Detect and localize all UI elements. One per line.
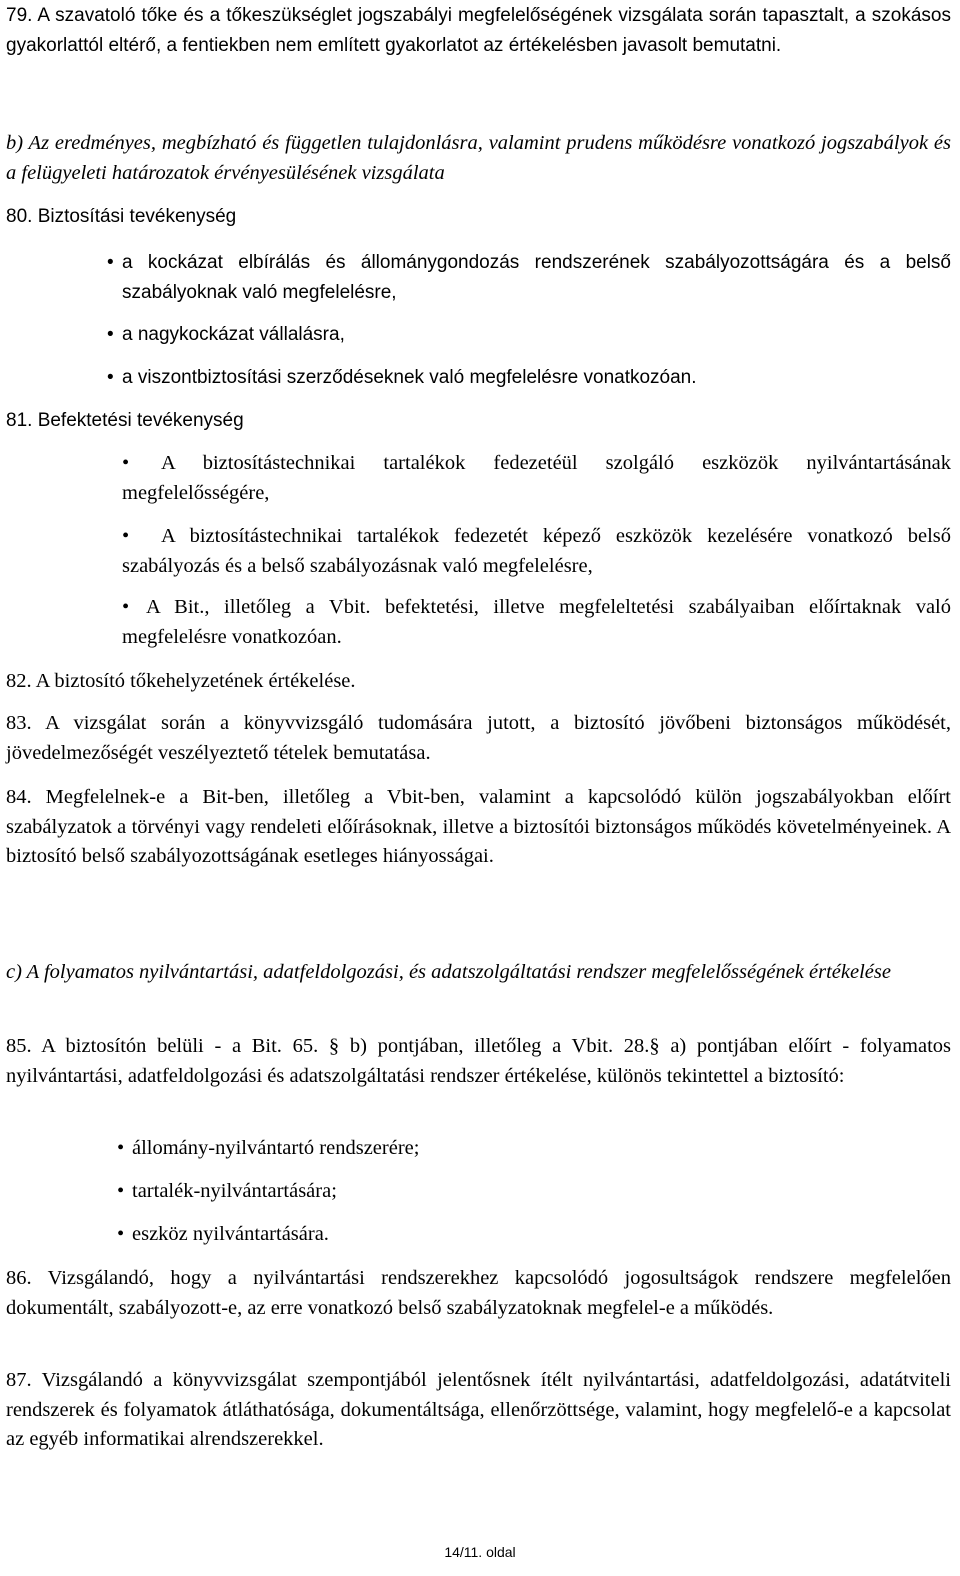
- list-item: [122, 320, 951, 350]
- bullet-icon: [107, 363, 114, 393]
- list-item: [132, 1220, 951, 1250]
- list-item-text: A biztosítástechnikai tartalékok fedezetét képező eszközök kezelésére vonatkozó belső szabályozás és a belső szabályozásnak való megfelelésre,: [122, 525, 951, 577]
- paragraph-79: 79. A szavatoló tőke és a tőkeszükséglet jogszabályi megfelelőségének vizsgálata során tapasztalt, a szokásos gyakorlattól eltérő, a fentiekben nem említett gyakorlatot az értékelésben javasolt bemutatni.: [6, 5, 951, 56]
- list-item-text: tartalék-nyilvántartására;: [132, 1180, 337, 1202]
- list-item: [122, 522, 951, 581]
- list-item: [132, 1177, 951, 1207]
- page-number: 14/11. oldal: [444, 1544, 516, 1560]
- bullet-icon: [107, 320, 114, 350]
- paragraph-87: 87. Vizsgálandó a könyvvizsgálat szempontjából jelentősnek ítélt nyilvántartási, adatfeldolgozási, adatátviteli rendszerek és folyamatok átláthatósága, dokumentáltsága, ellenőrzöttsége, valamint, hogy megfelelő-e a kapcsolat az egyéb informatikai alrendszerekkel.: [6, 1369, 951, 1450]
- paragraph-81-title: 81. Befektetési tevékenység: [6, 410, 244, 431]
- paragraph-85: 85. A biztosítón belüli - a Bit. 65. § b) pontjában, illetőleg a Vbit. 28.§ a) pontjában előírt - folyamatos nyilvántartási, adatfeldolgozási és adatszolgáltatási rendszer értékelése, különös tekintettel a biztosító:: [6, 1035, 951, 1087]
- bullet-icon: [122, 593, 129, 623]
- list-item: [122, 248, 951, 307]
- list-item: [122, 363, 951, 393]
- paragraph-86: 86. Vizsgálandó, hogy a nyilvántartási rendszerekhez kapcsolódó jogosultságok rendszere megfelelően dokumentált, szabályozott-e, az erre vonatkozó belső szabályzatoknak megfelel-e a működés.: [6, 1267, 951, 1319]
- bullet-icon: [117, 1220, 124, 1250]
- list-item-text: A Bit., illetőleg a Vbit. befektetési, illetve megfeleltetési szabályaiban előírtaknak való megfelelésre vonatkozóan.: [122, 596, 951, 648]
- bullet-icon: [122, 522, 129, 552]
- paragraph-84: 84. Megfelelnek-e a Bit-ben, illetőleg a Vbit-ben, valamint a kapcsolódó külön jogszabályokban előírt szabályzatok a törvényi vagy rendeleti előírásoknak, illetve a biztosítói biztonságos működés követelményeinek. A biztosító belső szabályozottságának esetleges hiányosságai.: [6, 786, 951, 867]
- paragraph-82: 82. A biztosító tőkehelyzetének értékelése.: [6, 670, 356, 692]
- section-heading-c: c) A folyamatos nyilvántartási, adatfeldolgozási, és adatszolgáltatási rendszer megfelelősségének értékelése: [6, 961, 891, 983]
- bullet-icon: [117, 1177, 124, 1207]
- paragraph-80-title: 80. Biztosítási tevékenység: [6, 206, 237, 227]
- list-item-text: a nagykockázat vállalásra,: [122, 324, 345, 345]
- bullet-icon: [117, 1134, 124, 1164]
- list-item-text: a kockázat elbírálás és állománygondozás rendszerének szabályozottságára és a belső szabályoknak való megfelelésre,: [122, 252, 951, 303]
- bullet-icon: [122, 449, 129, 479]
- paragraph-83: 83. A vizsgálat során a könyvvizsgáló tudomására jutott, a biztosító jövőbeni biztonságos működését, jövedelmezőségét veszélyeztető tételek bemutatása.: [6, 712, 951, 764]
- list-item: [122, 593, 951, 652]
- list-item-text: eszköz nyilvántartására.: [132, 1223, 329, 1245]
- list-item-text: a viszontbiztosítási szerződéseknek való megfelelésre vonatkozóan.: [122, 367, 697, 388]
- list-item-text: A biztosítástechnikai tartalékok fedezetéül szolgáló eszközök nyilvántartásának megfelelősségére,: [122, 452, 951, 504]
- section-heading-b: b) Az eredményes, megbízható és független tulajdonlásra, valamint prudens működésre vonatkozó jogszabályok és a felügyeleti határozatok érvényesülésének vizsgálata: [6, 132, 951, 184]
- list-item: [132, 1134, 951, 1164]
- bullet-icon: [107, 248, 114, 278]
- list-item-text: állomány-nyilvántartó rendszerére;: [132, 1137, 420, 1159]
- list-item: [122, 449, 951, 508]
